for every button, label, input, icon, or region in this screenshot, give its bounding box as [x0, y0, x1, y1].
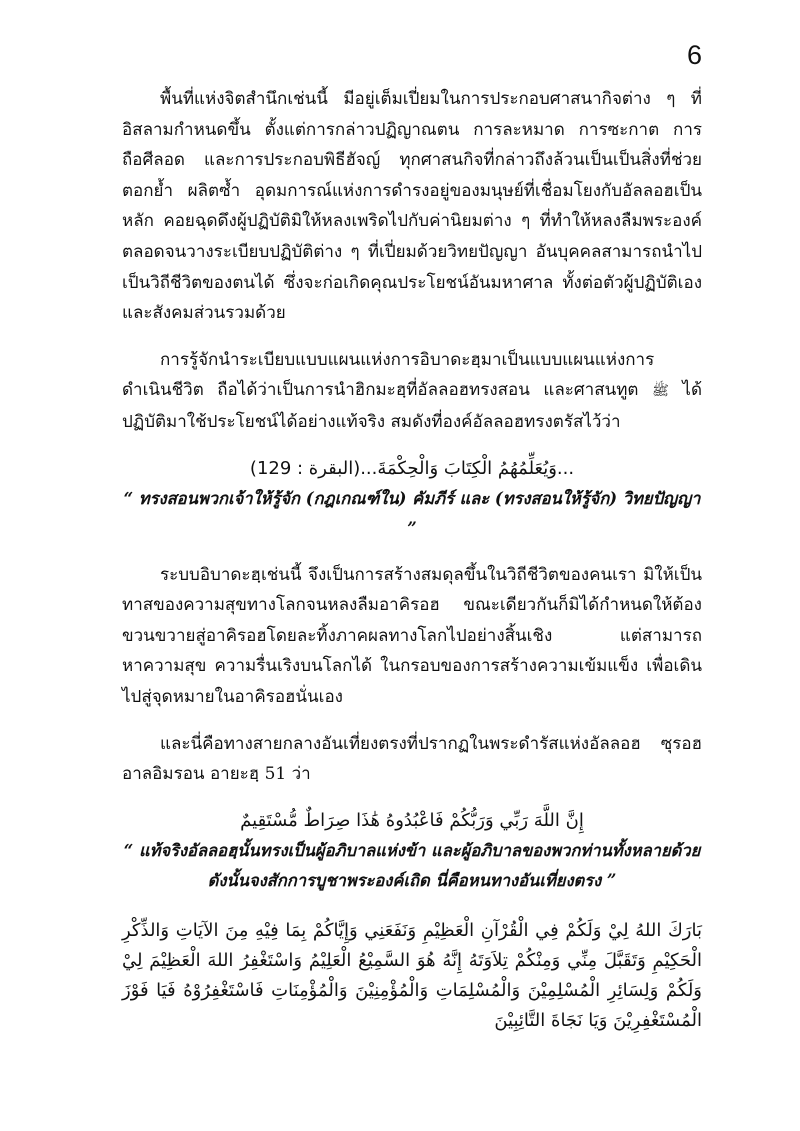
quote-translation-2-line-2: ดังนั้นจงสักการบูชาพระองค์เถิด นี่คือหนทางอันเที่ยงตรง ” [207, 870, 617, 890]
closing-doa: بَارَكَ اللهُ لِيْ وَلَكُمْ فِي الْقُرْآنِ الْعَظِيْمِ وَنَفَعَنِي وَإِيَّاكُمْ بِمَا فِيْهِ مِنَ الآيَاتِ وَالذِّكْرِ الْحَكِيْمِ وَتَقَبَّلَ مِنِّي وَمِنْكُمْ تِلاَوَتَهُ إِنَّهُ هُوَ السَّمِيْعُ الْعَلِيْمُ وَاسْتَغْفِرُ اللهَ الْعَظِيْمَ لِيْ وَلَكُمْ وَلِسَائِرِ الْمُسْلِمِيْنَ وَالْمُسْلِمَاتِ وَالْمُؤْمِنِيْنَ وَالْمُؤْمِنَاتِ فَاسْتَغْفِرُوْهُ فَيَا فَوْزَ الْمُسْتَغْفِرِيْنَ وَيَا نَجَاةَ التَّائِبِيْنَ [122, 919, 702, 1031]
paragraph-1: พื้นที่แห่งจิตสำนึกเช่นนี้ มีอยู่เต็มเปี่ยมในการประกอบศาสนากิจต่าง ๆ ที่อิสลามกำหนดขึ้น ตั้งแต่การกล่าวปฏิญาณตน การละหมาด การซะกาต การถือศีลอด และการประกอบพิธีฮัจญ์ ทุกศาสนกิจที่กล่าวถึงล้วนเป็นเป็นสิ่งที่ช่วยตอกย้ำ ผลิตซ้ำ อุดมการณ์แห่งการดำรงอยู่ของมนุษย์ที่เชื่อมโยงกับอัลลอฮเป็นหลัก คอยฉุดดึงผู้ปฏิบัติมิให้หลงเพริดไปกับค่านิยมต่าง ๆ ที่ทำให้หลงลืมพระองค์ ตลอดจนวางระเบียบปฏิบัติต่าง ๆ ที่เปี่ยมด้วยวิทยปัญญา อันบุคคลสามารถนำไปเป็นวิถีชีวิตของตนได้ ซึ่งจะก่อเกิดคุณประโยชน์อันมหาศาล ทั้งต่อตัวผู้ปฏิบัติเองและสังคมส่วนรวมด้วย [122, 89, 702, 324]
paragraph-2-before: การรู้จักนำระเบียบแบบแผนแห่งการอิบาดะฮฺมาเป็นแบบแผนแห่งการดำเนินชีวิต ถือได้ว่าเป็นการนำฮิกมะฮฺที่อัลลอฮทรงสอน และศาสนทูต [122, 349, 655, 401]
paragraph-3: ระบบอิบาดะฮฺเช่นนี้ จึงเป็นการสร้างสมดุลขึ้นในวิถีชีวิตของคนเรา มิให้เป็นทาสของความสุขทางโลกจนหลงลืมอาคิรอฮ ขณะเดียวกันก็มิได้กำหนดให้ต้องขวนขวายสู่อาคิรอฮโดยละทิ้งภาคผลทางโลกไปอย่างสิ้นเชิง แต่สามารถหาความสุข ความรื่นเริงบนโลกได้ ในกรอบของการสร้างความเข้มแข็ง เพื่อเดินไปสู่จุดหมายในอาคิรอฮนั่นเอง [122, 564, 702, 707]
paragraph-2-after: ได้ปฏิบัติมาใช้ประโยชน์ได้อย่างแท้จริง สมดังที่องค์อัลลอฮทรงตรัสไว้ว่า [122, 380, 703, 432]
quote-translation-2-line-1: “ แท้จริงอัลลอฮฺนั้นทรงเป็นผู้อภิบาลแห่งข้า และผู้อภิบาลของพวกท่านทั้งหลายด้วย [123, 840, 701, 860]
page-number: 6 [686, 40, 702, 70]
document-body [122, 84, 702, 1036]
arabic-verse-2: إِنَّ اللَّهَ رَبِّي وَرَبُّكُمْ فَاعْبُدُوهُ هَٰذَا صِرَاطٌ مُّسْتَقِيمٌ [240, 809, 584, 831]
quote-translation-1: “ ทรงสอนพวกเจ้าให้รู้จัก (กฎเกณฑ์ใน) คัมภีร์ และ (ทรงสอนให้รู้จัก) วิทยปัญญา ” [123, 488, 701, 538]
paragraph-2 [122, 345, 702, 438]
arabic-verse-1: ...وَيُعَلِّمُهُمُ الْكِتَابَ وَالْحِكْمَةَ...(البقرة : 129) [249, 457, 575, 479]
paragraph-4: และนี่คือทางสายกลางอันเที่ยงตรงที่ปรากฏในพระดำรัสแห่งอัลลอฮ ซุรอฮอาลอิมรอน อายะฮฺ 51 ว่า [122, 733, 702, 785]
sallallahu-symbol: ﷺ [651, 383, 669, 400]
